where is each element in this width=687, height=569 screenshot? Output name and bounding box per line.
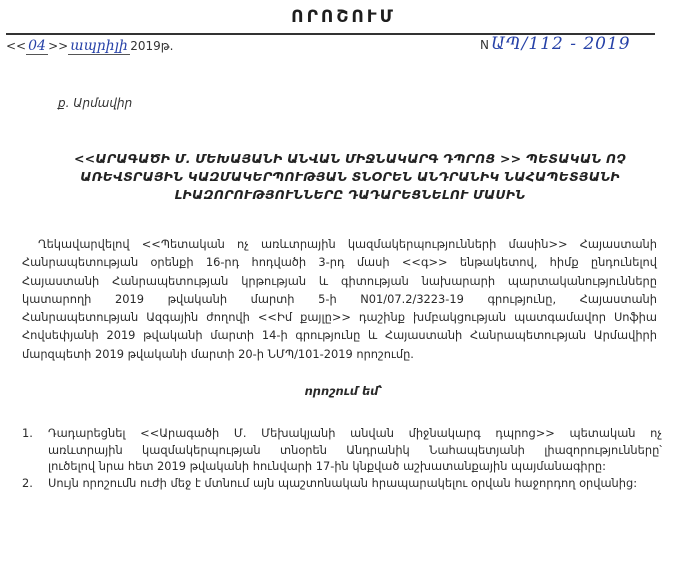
list-item	[22, 475, 662, 492]
decision-heading	[40, 150, 660, 204]
heading-line: ԱՌԵՎՏՐԱՅԻՆ ԿԱԶՄԱԿԵՐՊՈՒԹՅԱՆ ՏՆՕՐԵՆ ԱՆԴՐԱՆԻԿ ՆԱՀԱՊԵՏՅԱՆԻ	[80, 169, 620, 184]
item-line: Դադարեցնել <<Արագածի Մ. Մեխակյանի անվան միջնակարգ դպրոց>> պետական ոչ	[48, 426, 662, 440]
item-number: 2.	[22, 475, 33, 490]
paragraph-line: մարզպետի 2019 թվականի մարտի 20-ի ՆՄՊ/101-2019 որոշումը.	[22, 346, 414, 361]
paragraph-line: կատարողի 2019 թվականի մարտի 5-ի N01/07.2/3223-19 գրությունը, Հայաստանի	[22, 291, 657, 306]
preamble-paragraph	[22, 235, 657, 363]
heading-line: <<ԱՐԱԳԱԾԻ Մ. ՄԵԽԱՅԱՆԻ ԱՆՎԱՆ ՄԻՋՆԱԿԱՐԳ ԴՊՐՈՑ >> ՊԵՏԱԿԱՆ ՈՉ	[73, 151, 626, 166]
heading-line: ԼԻԱԶՈՐՈՒԹՅՈՒՆՆԵՐԸ ԴԱԴԱՐԵՑՆԵԼՈՒ ՄԱՍԻՆ	[174, 187, 526, 202]
date-open-quote: <<	[6, 39, 27, 53]
decision-label: որոշում եմ՝	[304, 384, 383, 398]
number-prefix: N	[480, 38, 489, 52]
item-line: առևտրային կազմակերպության տնօրեն Անդրանիկ Նահապետյանի լիազորությունները՝	[48, 442, 662, 457]
date-month-handwritten: ապրիլի	[68, 38, 130, 55]
item-line: լուծելով նրա հետ 2019 թվականի հունվարի 17-ին կնքված աշխատանքային պայմանագիրը:	[48, 459, 606, 473]
list-item	[22, 425, 662, 475]
date-year: 2019թ.	[130, 39, 174, 53]
decision-items	[22, 425, 662, 491]
date-close-quote: >>	[48, 39, 69, 53]
date-day-handwritten: 04	[26, 38, 48, 55]
paragraph-line: Ղեկավարվելով <<Պետական ոչ առևտրային կազմակերպությունների մասին>> Հայաստանի	[38, 237, 657, 251]
item-line: Սույն որոշումն ուժի մեջ է մտնում այն պաշտոնական հրապարակելու օրվան հաջորդող օրվանից:	[48, 475, 638, 490]
paragraph-line: Հովսեփյանի 2019 թվականի մարտի 14-ի գրությունը և Հայաստանի Հանրապետության Արմավիրի	[22, 328, 657, 343]
item-text	[48, 475, 662, 492]
city-label: ք. Արմավիր	[58, 96, 133, 110]
item-text	[48, 425, 662, 475]
document-title: ՈՐՈՇՈՒՄ	[291, 7, 396, 27]
document-number	[480, 34, 633, 54]
paragraph-line: Հանրապետության օրենքի 16-րդ հոդվածի 3-րդ մասի <<գ>> ենթակետով, հիմք ընդունելով	[22, 255, 657, 270]
date-line	[6, 38, 173, 55]
item-number: 1.	[22, 426, 33, 440]
number-handwritten: ԱՊ/112 - 2019	[490, 34, 631, 54]
paragraph-line: Հայաստանի Հանրապետության կրթության և գիտության նախարարի պարտականությունները	[22, 273, 657, 288]
paragraph-line: Հանրապետության Ազգային ժողովի <<Իմ քայլը>> դաշինք խմբակցության պատգամավոր Սոֆիա	[22, 310, 657, 325]
